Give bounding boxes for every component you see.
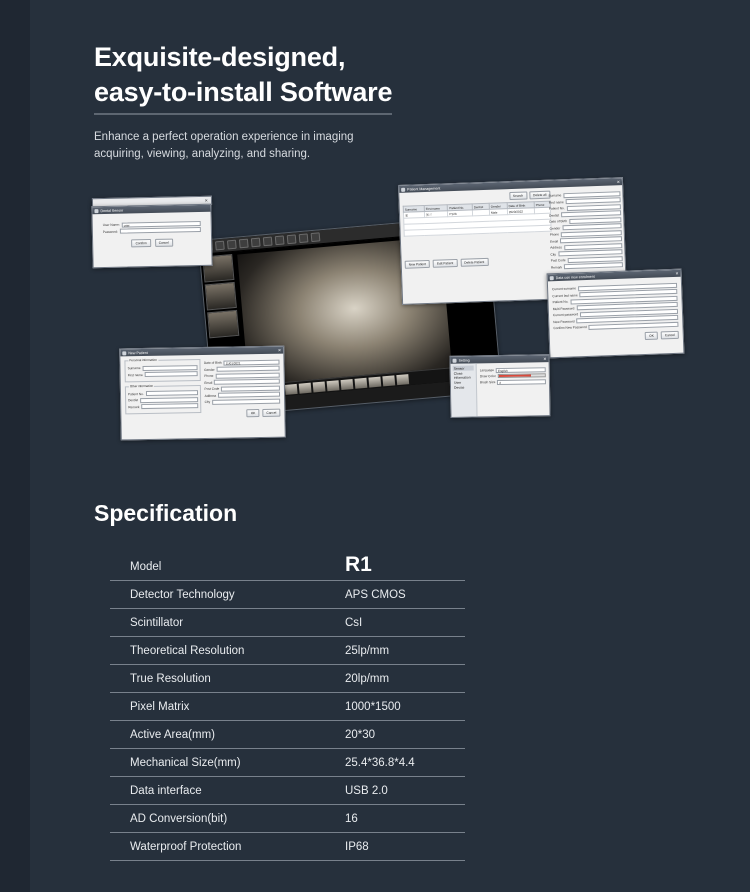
spec-row-theoretical-resolution (110, 637, 465, 665)
specification-heading: Specification (94, 500, 238, 526)
field-multi-password[interactable]: Multi Password (553, 302, 678, 311)
close-icon[interactable]: ✕ (204, 197, 209, 203)
spec-value-waterproof-protection: IP68 (335, 833, 465, 861)
settings-nav-close-information[interactable]: Close information (453, 371, 471, 380)
field-remark[interactable]: Remark (551, 262, 623, 270)
field-new-password[interactable]: New Password (553, 315, 678, 324)
new-patient-body (120, 354, 284, 423)
col-phone: Phone (534, 201, 550, 208)
delete-all-button[interactable]: Delete all (529, 191, 551, 200)
remark-input[interactable] (141, 403, 197, 409)
filmstrip-item[interactable] (299, 382, 312, 393)
field-dentist[interactable]: Dentist (549, 210, 621, 218)
field-dob[interactable]: Date of Birth (549, 217, 621, 225)
filmstrip-item[interactable] (285, 383, 298, 394)
spec-label-true-resolution: True Resolution (110, 665, 335, 693)
postcode-input[interactable] (221, 385, 280, 391)
hero-title-line2: easy-to-install Software (94, 76, 393, 107)
field-patient-no[interactable]: Patient No. (552, 295, 677, 304)
settings-window[interactable] (449, 354, 550, 418)
personal-information-group (124, 359, 200, 382)
account-settings-body (548, 277, 683, 347)
spec-value-detector-technology: APS CMOS (335, 581, 465, 609)
field-phone[interactable]: Phone (550, 230, 622, 238)
field-firstname[interactable]: First name (549, 197, 621, 205)
filmstrip-item[interactable] (313, 381, 326, 392)
rotate-icon[interactable] (251, 238, 261, 248)
spec-value-theoretical-resolution: 25lp/mm (335, 637, 465, 665)
spec-label-detector-technology: Detector Technology (110, 581, 335, 609)
field-remark[interactable]: Remark (128, 403, 198, 409)
spec-label-active-area: Active Area(mm) (110, 721, 335, 749)
left-accent-strip (0, 0, 30, 892)
filmstrip-item[interactable] (354, 377, 367, 388)
account-settings-title: Data use new enrolment (555, 274, 595, 280)
phone-input[interactable] (215, 372, 279, 378)
field-current-lastname[interactable]: Current last name (552, 289, 677, 298)
patient-table[interactable] (403, 201, 552, 237)
hero-subtitle-line2: acquiring, viewing, analyzing, and sharing. (94, 148, 311, 161)
spec-row-data-interface (110, 777, 465, 805)
field-postcode[interactable]: Post Code (551, 256, 623, 264)
remark-input[interactable] (564, 262, 623, 269)
settings-nav-user[interactable]: User (453, 380, 462, 385)
spec-value-true-resolution: 20lp/mm (335, 665, 465, 693)
gear-icon[interactable] (311, 232, 321, 242)
email-input[interactable] (214, 379, 280, 385)
contrast-icon[interactable] (239, 239, 249, 249)
new-patient-window[interactable] (119, 346, 286, 441)
settings-nav-device[interactable]: Device (453, 385, 465, 390)
dob-value: 11/01/2021 (225, 360, 241, 366)
page-title (94, 40, 392, 115)
field-current-surname[interactable]: Current surname (552, 282, 677, 291)
city-input[interactable] (212, 398, 280, 404)
filmstrip-item[interactable] (382, 375, 395, 386)
patient-side-fields[interactable] (548, 189, 623, 271)
field-firstname[interactable]: First name (128, 371, 198, 377)
brush-size-input[interactable] (497, 379, 546, 385)
ok-button[interactable]: OK (247, 409, 260, 417)
col-dentist: Dentist (472, 203, 489, 210)
field-city[interactable]: City (205, 398, 281, 404)
gear-icon (453, 358, 457, 362)
field-address[interactable]: Address (550, 243, 622, 251)
language-row[interactable] (480, 367, 546, 373)
settings-pane (477, 362, 550, 416)
login-body (93, 212, 212, 255)
other-information-group (125, 385, 201, 414)
field-city[interactable]: City (550, 249, 622, 257)
spec-label-data-interface: Data interface (110, 777, 335, 805)
field-gender[interactable]: Gender (204, 366, 280, 372)
filmstrip-item[interactable] (396, 374, 409, 385)
hero-title-line1: Exquisite-designed, (94, 42, 346, 72)
spec-value-mechanical-size: 25.4*36.8*4.4 (335, 749, 465, 777)
cancel-button[interactable]: Cancel (155, 239, 173, 247)
export-icon[interactable] (299, 233, 309, 243)
spec-value-model: R1 (335, 545, 465, 581)
dentist-input[interactable] (140, 397, 198, 403)
field-phone[interactable]: Phone (204, 372, 280, 378)
spec-row-pixel-matrix (110, 693, 465, 721)
spec-row-ad-conversion (110, 805, 465, 833)
spec-value-active-area: 20*30 (335, 721, 465, 749)
col-surname: Surname (403, 206, 424, 213)
field-address[interactable]: Address (204, 392, 280, 398)
spec-row-waterproof-protection (110, 833, 465, 861)
cell-dob: 2020/2022 (507, 208, 534, 215)
new-patient-button[interactable]: New Patient (405, 260, 430, 269)
draw-color-slider[interactable] (498, 373, 546, 378)
spec-label-ad-conversion: AD Conversion(bit) (110, 805, 335, 833)
spec-row-active-area (110, 721, 465, 749)
cell-patientno: P123 (448, 210, 473, 217)
field-dob[interactable]: Date of Birth 11/01/2021 (204, 359, 280, 365)
close-icon[interactable]: ✕ (675, 270, 679, 276)
settings-body (451, 362, 550, 417)
settings-nav-sensor[interactable]: Sensor (453, 365, 474, 370)
language-value: English (497, 368, 508, 373)
spec-value-pixel-matrix: 1000*1500 (335, 693, 465, 721)
confirm-password-input[interactable] (589, 321, 679, 329)
thumbnail-item[interactable] (207, 310, 239, 339)
patientno-input[interactable] (146, 390, 198, 396)
draw-color-row[interactable] (480, 373, 546, 378)
hero-subtitle-line1: Enhance a perfect operation experience in imaging (94, 131, 354, 144)
delete-patient-button[interactable]: Delete Patient (460, 258, 488, 267)
spec-label-scintillator: Scintillator (110, 609, 335, 637)
ok-button[interactable]: OK (645, 331, 658, 339)
filmstrip-item[interactable] (368, 376, 381, 387)
field-patientno[interactable]: Patient No. (128, 390, 198, 396)
field-surname[interactable]: Surname (128, 365, 198, 371)
save-icon[interactable] (215, 241, 225, 251)
settings-title: Setting (458, 358, 470, 363)
account-settings-window[interactable] (547, 269, 685, 359)
cancel-button[interactable]: Cancel (661, 330, 679, 339)
field-email[interactable]: Email (204, 379, 280, 385)
cell-surname: 张 (403, 212, 424, 219)
username-value: user (123, 222, 130, 228)
spec-row-scintillator (110, 609, 465, 637)
software-screenshot-collage (80, 175, 680, 450)
field-patientno[interactable]: Patient No. (549, 204, 621, 212)
spec-value-data-interface: USB 2.0 (335, 777, 465, 805)
measure-icon[interactable] (263, 237, 273, 247)
language-label: Language (479, 368, 494, 373)
patient-management-title: Patient Management (407, 185, 441, 192)
spec-row-mechanical-size (110, 749, 465, 777)
field-current-password[interactable]: Current password (553, 308, 678, 317)
close-icon[interactable]: ✕ (543, 356, 547, 362)
app-icon (94, 209, 98, 213)
spec-label-model: Model (110, 545, 335, 581)
gender-input[interactable] (217, 366, 280, 372)
spec-row-model (110, 545, 465, 581)
draw-color-label: Draw Color (479, 374, 496, 379)
app-icon (122, 351, 126, 355)
print-icon[interactable] (287, 234, 297, 244)
field-confirm-password[interactable]: Confirm New Password (553, 321, 678, 330)
col-patientno: Patient No. (448, 204, 473, 211)
edit-patient-button[interactable]: Edit Patient (433, 259, 458, 268)
spec-value-scintillator: CsI (335, 609, 465, 637)
filmstrip-item[interactable] (327, 380, 340, 391)
new-patient-title: New Patient (128, 350, 148, 355)
spec-row-true-resolution (110, 665, 465, 693)
other-information-label: Other information (129, 383, 154, 388)
settings-nav[interactable] (451, 363, 478, 416)
close-icon[interactable]: ✕ (616, 179, 621, 185)
col-gender: Gender (489, 203, 507, 210)
username-label: User Name: (102, 222, 120, 228)
field-gender[interactable]: Gender (549, 223, 621, 231)
spec-value-ad-conversion: 16 (335, 805, 465, 833)
app-icon (401, 187, 405, 191)
spec-label-waterproof-protection: Waterproof Protection (110, 833, 335, 861)
password-row[interactable] (103, 227, 201, 234)
password-label: Password: (102, 229, 118, 234)
app-icon (550, 276, 554, 280)
col-dob: Date of Birth (507, 202, 534, 209)
hero-subtitle (94, 129, 654, 164)
personal-information-label: Personal information (129, 357, 157, 363)
confirm-button[interactable]: Confirm (132, 239, 151, 247)
password-input[interactable] (120, 227, 201, 234)
firstname-input[interactable] (145, 371, 198, 377)
login-title: Dental Sensor (100, 208, 124, 213)
login-window[interactable] (91, 204, 212, 268)
surname-input[interactable] (142, 365, 197, 371)
spec-label-mechanical-size: Mechanical Size(mm) (110, 749, 335, 777)
thumbnail-item[interactable] (205, 282, 237, 311)
address-input[interactable] (218, 392, 280, 398)
cell-gender: Male (489, 209, 507, 216)
spec-label-theoretical-resolution: Theoretical Resolution (110, 637, 335, 665)
language-select[interactable] (496, 367, 546, 373)
specification-table (110, 545, 465, 861)
filmstrip-item[interactable] (341, 379, 354, 390)
field-surname[interactable]: Surname (548, 191, 620, 199)
username-input[interactable] (122, 220, 201, 227)
spec-label-pixel-matrix: Pixel Matrix (110, 693, 335, 721)
hero-section (94, 40, 654, 164)
field-postcode[interactable]: Post Code (204, 385, 280, 391)
spec-row-detector-technology (110, 581, 465, 609)
cell-firstname: 张三 (424, 211, 448, 218)
zoom-icon[interactable] (227, 240, 237, 250)
brush-size-label: Brush Size (479, 380, 496, 385)
field-dentist[interactable]: Dentist (128, 397, 198, 403)
brush-size-row[interactable] (480, 379, 546, 385)
field-email[interactable]: Email (550, 236, 622, 244)
col-firstname: First name (424, 205, 448, 212)
search-button[interactable]: Search (509, 191, 527, 200)
dob-input[interactable] (224, 359, 280, 365)
filter-icon[interactable] (275, 235, 285, 245)
close-icon[interactable]: ✕ (277, 347, 282, 353)
cancel-button[interactable]: Cancel (262, 408, 280, 416)
brush-size-value: 2 (499, 380, 502, 385)
